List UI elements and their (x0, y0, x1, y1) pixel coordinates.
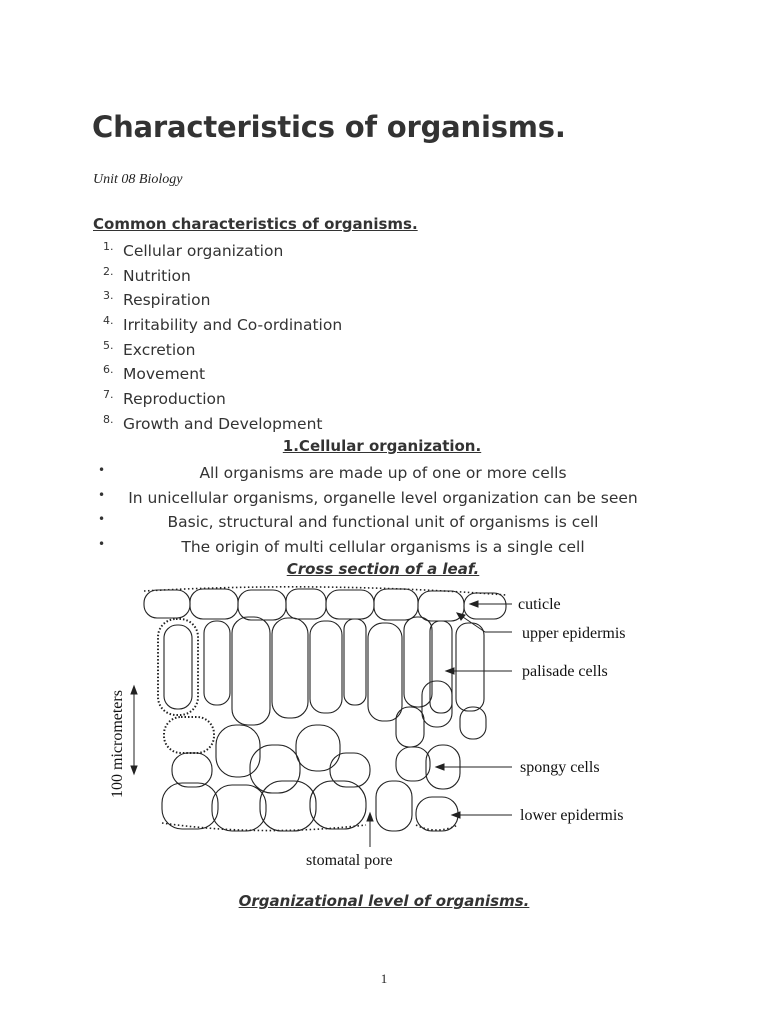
bullet-text: In unicellular organisms, organelle level organization can be seen (128, 488, 638, 507)
bullet-icon: • (98, 512, 106, 527)
organizational-level-heading: Organizational level of organisms. (238, 892, 530, 910)
bullet-item (93, 462, 673, 487)
label-spongy-cells: spongy cells (520, 759, 600, 776)
label-palisade-cells: palisade cells (522, 663, 608, 680)
bullet-text: The origin of multi cellular organisms is a single cell (181, 537, 585, 556)
bullet-icon: • (98, 463, 106, 477)
bullet-text: Basic, structural and functional unit of organisms is cell (167, 513, 599, 532)
list-item (93, 289, 342, 314)
bullet-item (93, 536, 673, 561)
label-scale-bar: 100 micrometers (109, 690, 126, 798)
upper-epidermis-cells (144, 589, 506, 621)
bullet-text: All organisms are made up of one or more cells (199, 464, 567, 482)
lower-epidermis-cells (162, 781, 458, 831)
leaf-section-heading: Cross section of a leaf. (286, 560, 480, 578)
list-item-text: Growth and Development (123, 414, 323, 433)
label-stomatal-pore: stomatal pore (306, 852, 393, 869)
spongy-cells (164, 717, 460, 793)
list-number: 5. (103, 338, 114, 352)
characteristics-list (93, 240, 342, 438)
list-number: 7. (103, 388, 114, 402)
bullet-item (93, 487, 673, 512)
list-item-text: Cellular organization (123, 242, 284, 260)
list-number: 1. (103, 240, 114, 253)
list-item (93, 363, 342, 388)
list-item-text: Nutrition (123, 266, 191, 285)
page-subtitle: Unit 08 Biology (93, 172, 183, 187)
list-item-text: Movement (123, 365, 206, 384)
palisade-cells (158, 617, 486, 747)
cellular-points-list (93, 462, 673, 560)
list-item (93, 265, 342, 290)
list-item (93, 388, 342, 413)
list-item (93, 339, 342, 364)
list-number: 8. (103, 412, 114, 426)
list-item (93, 240, 342, 265)
list-item-text: Respiration (123, 291, 211, 310)
bullet-icon: • (98, 536, 106, 551)
common-characteristics-heading: Common characteristics of organisms. (93, 215, 418, 233)
list-number: 6. (103, 363, 114, 377)
label-upper-epidermis: upper epidermis (522, 625, 626, 642)
list-item-text: Excretion (123, 340, 196, 359)
list-number: 2. (103, 264, 114, 278)
list-item-text: Reproduction (123, 390, 226, 409)
list-number: 3. (103, 289, 114, 303)
bullet-icon: • (98, 487, 106, 502)
leaf-cross-section-figure (100, 585, 660, 875)
bullet-item (93, 511, 673, 536)
label-lower-epidermis: lower epidermis (520, 807, 624, 824)
list-item (93, 314, 342, 339)
cellular-organization-heading: 1.Cellular organization. (282, 437, 482, 455)
page-number: 1 (380, 971, 388, 986)
list-item-text: Irritability and Co-ordination (123, 316, 343, 335)
label-cuticle: cuticle (518, 596, 561, 613)
page-title: Characteristics of organisms. (92, 110, 566, 144)
list-item (93, 413, 342, 438)
list-number: 4. (103, 314, 114, 328)
